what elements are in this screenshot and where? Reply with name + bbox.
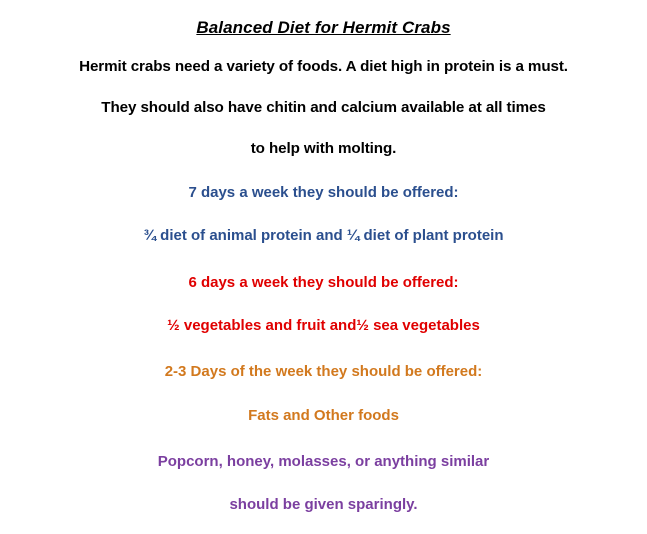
page-title: Balanced Diet for Hermit Crabs	[196, 18, 451, 37]
section-4-heading: Popcorn, honey, molasses, or anything similar	[157, 452, 490, 470]
section-1-heading: 7 days a week they should be offered:	[188, 184, 459, 201]
section-2-detail: ½ vegetables and fruit and½ sea vegetables	[167, 317, 480, 335]
intro-line-2: They should also have chitin and calcium available at all times	[101, 99, 546, 116]
intro-line-3: to help with molting.	[250, 140, 397, 157]
section-4-detail: should be given sparingly.	[229, 496, 418, 514]
section-1-detail: ¾ diet of animal protein and ¼ diet of plant protein	[143, 226, 504, 244]
section-3-detail: Fats and Other foods	[248, 406, 399, 424]
intro-line-1: Hermit crabs need a variety of foods. A diet high in protein is a must.	[79, 58, 568, 75]
section-2-heading: 6 days a week they should be offered:	[188, 273, 459, 291]
section-3-heading: 2-3 Days of the week they should be offered:	[164, 363, 483, 380]
